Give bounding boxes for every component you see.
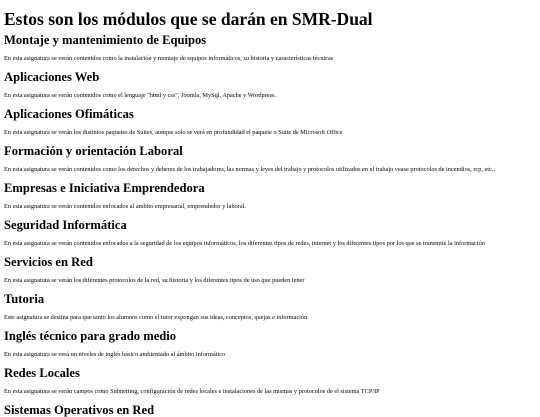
module-description: En esta asignatura se verá un niveles de inglés básico ambientado al ámbito informático <box>4 351 226 358</box>
page-title: Estos son los módulos que se darán en SMR-Dual <box>4 9 373 29</box>
module-description: En esta asignatura se verán campos como Subnetting, configuración de redes locales e instalaciones de las mismas y protocolos de el sistema TCP/IP <box>4 388 380 395</box>
module-description: En esta asignatura se verán contenidos enfocados al ambito empresarial, emprendedor y laboral. <box>4 203 246 210</box>
module-item <box>4 107 536 136</box>
module-description: Este asignatura se destina para que tanto los alumnos como el tutor expongan sus ideas, conceptos, quejas e información <box>4 314 308 321</box>
module-item <box>4 33 536 62</box>
module-description: En esta asignatura se verán los diferentes protocolos de la red, su historia y los diferentes tipos de uso que pueden tener <box>4 277 305 284</box>
module-heading: Montaje y mantenimiento de Equipos <box>4 33 207 47</box>
module-item <box>4 329 536 358</box>
module-heading: Tutoria <box>4 292 45 306</box>
module-heading: Inglés técnico para grado medio <box>4 329 177 343</box>
module-list <box>4 33 536 417</box>
module-item <box>4 403 536 417</box>
module-item <box>4 255 536 284</box>
module-heading: Redes Locales <box>4 366 80 380</box>
module-item <box>4 366 536 395</box>
module-item <box>4 218 536 247</box>
module-heading: Aplicaciones Web <box>4 70 100 84</box>
module-item <box>4 144 536 173</box>
module-heading: Sistemas Operativos en Red <box>4 403 155 417</box>
module-description: En esta asignatura se verán contenidos como el lenguaje "html y css", Joomla, MySql, Apache y Wordpress. <box>4 92 277 99</box>
module-heading: Seguridad Informática <box>4 218 127 232</box>
module-heading: Formación y orientación Laboral <box>4 144 183 158</box>
module-description: En esta asignatura se verán los distintos paquetes de Suites, aunque solo se verá en profundidad el paquete o Suite de Microsoft Office <box>4 129 343 136</box>
module-description: En esta asignatura se verán contenidos enfocados a la seguridad de los equipos informáticos, los diferentes tipos de redes, internet y los diferentes tipos por los que se transmite la información <box>4 240 485 247</box>
module-description: En esta asignatura se verán contenidos como la instalación y montaje de equipos informáticos, su historia y características técnicas <box>4 55 334 62</box>
module-item <box>4 292 536 321</box>
module-heading: Empresas e Iniciativa Emprendedora <box>4 181 205 195</box>
module-description: En esta asignatura se verán contenidos como los derechos y deberes de los trabajadores, las normas y leyes del trabajo y protocolos utilizados en el trabajo vease protocolos de incendios, rcp, etc.. <box>4 166 495 173</box>
module-item <box>4 181 536 210</box>
module-heading: Servicios en Red <box>4 255 93 269</box>
module-heading: Aplicaciones Ofimáticas <box>4 107 134 121</box>
module-item <box>4 70 536 99</box>
